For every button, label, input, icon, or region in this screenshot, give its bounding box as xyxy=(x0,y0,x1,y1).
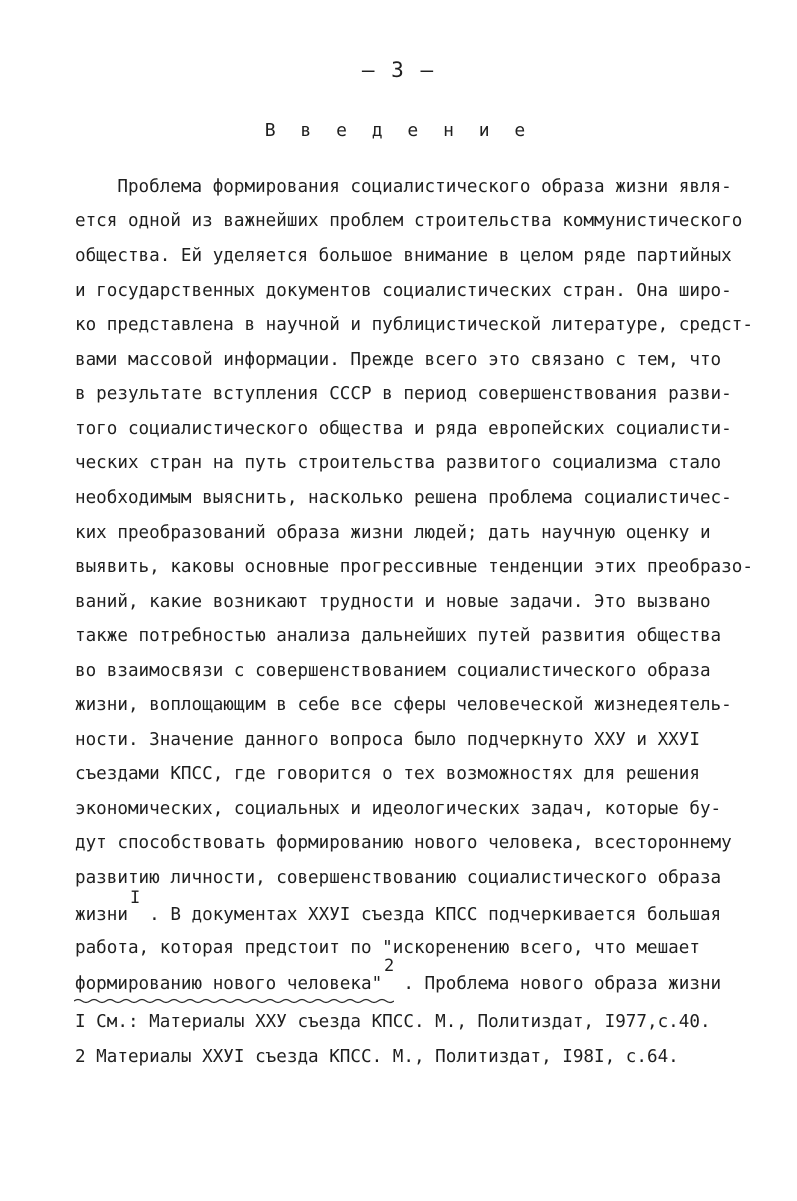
body-line-23: работа, которая предстоит по "искоренению всего, что мешает xyxy=(75,938,700,958)
section-heading: В в е д е н и е xyxy=(264,120,533,141)
footnote-mark-1: I xyxy=(130,888,141,908)
body-line-1: Проблема формирования социалистического образа жизни явля- xyxy=(75,177,732,197)
body-line-22: жизни . В документах XXУI съезда КПСС подчеркивается большая xyxy=(75,905,722,925)
body-line-12: выявить, каковы основные прогрессивные тенденции этих преобразо- xyxy=(75,557,753,577)
footnote-1: I См.: Материалы XXУ съезда КПСС. М., Политиздат, I977,с.40. xyxy=(75,1012,711,1032)
body-line-6: вами массовой информации. Прежде всего это связано с тем, что xyxy=(75,350,722,370)
footnote-2: 2 Материалы XXУI съезда КПСС. М., Политиздат, I98I, с.64. xyxy=(75,1047,679,1067)
body-line-15: во взаимосвязи с совершенствованием социалистического образа xyxy=(75,661,711,681)
body-line-10: необходимым выяснить, насколько решена проблема социалистичес- xyxy=(75,488,732,508)
body-line-24: формированию нового человека" . Проблема нового образа жизни xyxy=(75,974,722,994)
body-line-9: ческих стран на путь строительства развитого социализма стало xyxy=(75,453,722,473)
body-line-3: общества. Ей уделяется большое внимание в целом ряде партийных xyxy=(75,246,732,266)
body-line-20: дут способствовать формированию нового человека, всестороннему xyxy=(75,833,732,853)
body-line-11: ких преобразований образа жизни людей; дать научную оценку и xyxy=(75,523,711,543)
body-line-16: жизни, воплощающим в себе все сферы человеческой жизнедеятель- xyxy=(75,695,732,715)
body-line-18: съездами КПСС, где говорится о тех возможностях для решения xyxy=(75,764,700,784)
body-line-13: ваний, какие возникают трудности и новые задачи. Это вызвано xyxy=(75,592,711,612)
page-number: – 3 – xyxy=(361,58,436,82)
body-line-14: также потребностью анализа дальнейших путей развития общества xyxy=(75,626,722,646)
body-line-2: ется одной из важнейших проблем строительства коммунистического xyxy=(75,211,743,231)
body-line-21: развитию личности, совершенствованию социалистического образа xyxy=(75,868,722,888)
body-line-7: в результате вступления СССР в период совершенствования разви- xyxy=(75,384,732,404)
body-line-4: и государственных документов социалистических стран. Она широ- xyxy=(75,281,732,301)
footnote-separator xyxy=(74,998,394,1004)
footnote-mark-2: 2 xyxy=(384,956,395,976)
body-line-8: того социалистического общества и ряда европейских социалисти- xyxy=(75,419,732,439)
body-line-5: ко представлена в научной и публицистической литературе, средст- xyxy=(75,315,753,335)
body-line-17: ности. Значение данного вопроса было подчеркнуто XXУ и XXУI xyxy=(75,730,700,750)
body-line-19: экономических, социальных и идеологических задач, которые бу- xyxy=(75,799,722,819)
